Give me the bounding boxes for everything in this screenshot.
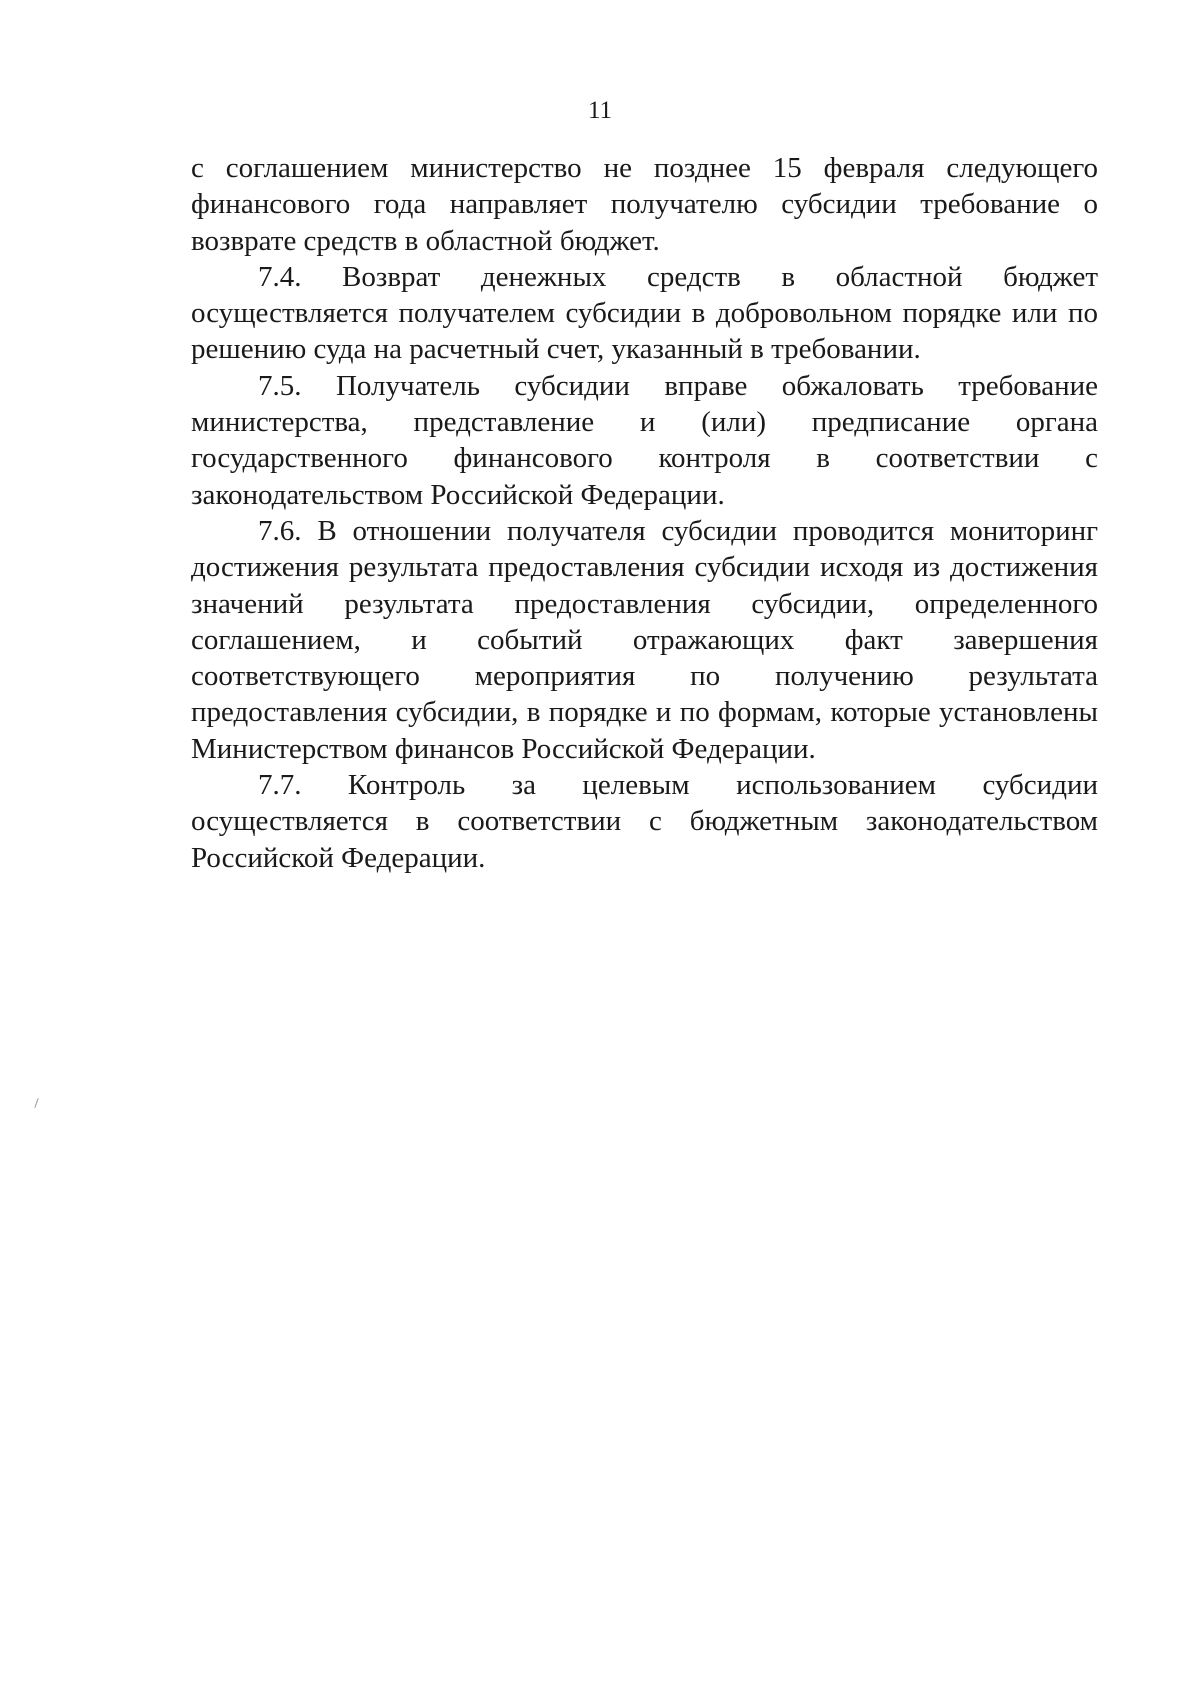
- document-body: [191, 150, 1098, 876]
- paragraph-7-5: 7.5. Получатель субсидии вправе обжаловать требование министерства, представление и (или) предписание органа государственного финансового контроля в соответствии с законодательством Российской Федерации.: [191, 369, 1098, 511]
- paragraph-7-4: 7.4. Возврат денежных средств в областной бюджет осуществляется получателем субсидии в добровольном порядке или по решению суда на расчетный счет, указанный в требовании.: [191, 260, 1098, 366]
- scan-artifact-mark: [34, 1098, 38, 1108]
- page-number: 11: [587, 97, 613, 124]
- paragraph-continuation: с соглашением министерство не позднее 15 февраля следующего финансового года направляет получателю субсидии требование о возврате средств в областной бюджет.: [191, 152, 1098, 257]
- paragraph-7-6: 7.6. В отношении получателя субсидии проводится мониторинг достижения результата предоставления субсидии исходя из достижения значений результата предоставления субсидии, определенного соглашением, и событий отражающих факт завершения соответствующего мероприятия по получению результата предоставления субсидии, в порядке и по формам, которые установлены Министерством финансов Российской Федерации.: [191, 514, 1098, 765]
- paragraph-7-7: 7.7. Контроль за целевым использованием субсидии осуществляется в соответствии с бюджетным законодательством Российской Федерации.: [191, 769, 1098, 874]
